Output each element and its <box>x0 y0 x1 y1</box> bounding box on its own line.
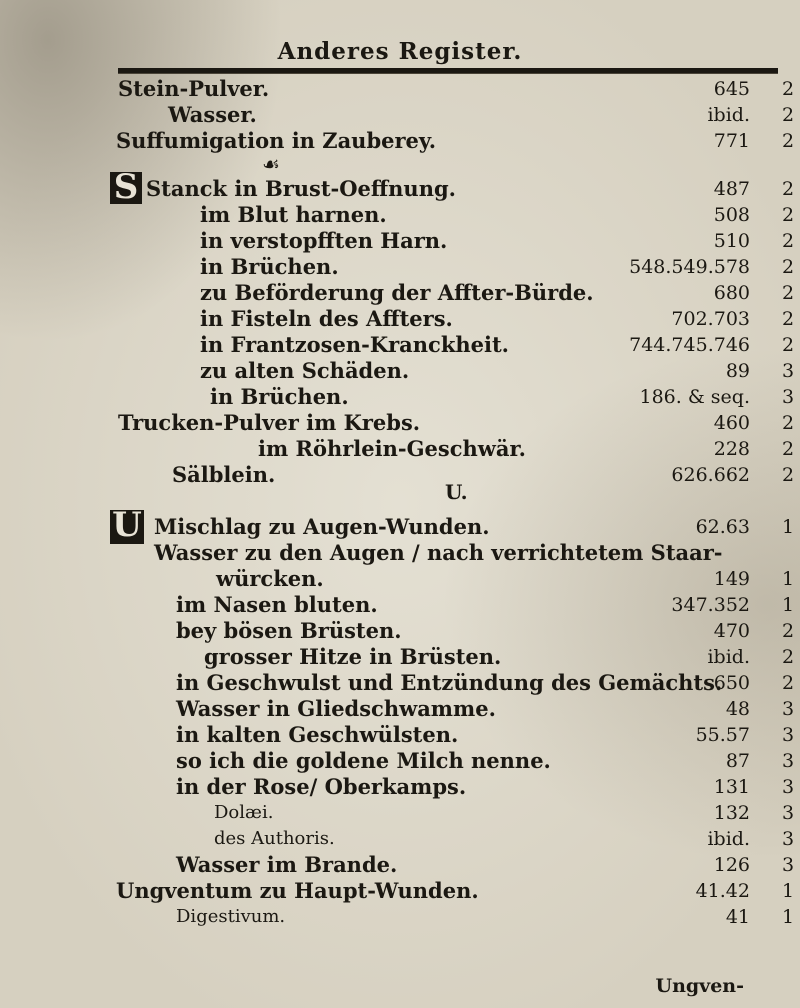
entry-pages: 508 <box>713 204 750 226</box>
index-entry <box>0 670 800 696</box>
entry-term: des Authoris. <box>214 828 335 849</box>
entry-column: 2 <box>781 178 795 200</box>
entry-column: 3 <box>781 698 795 720</box>
index-entry <box>0 592 800 618</box>
index-entry <box>0 644 800 670</box>
entry-column: 2 <box>781 104 795 126</box>
entry-column: 3 <box>781 802 795 824</box>
index-entry <box>0 202 800 228</box>
index-entry <box>0 878 800 904</box>
entry-pages: 771 <box>713 130 750 152</box>
entry-column: 1 <box>781 516 795 538</box>
index-entry <box>0 76 800 102</box>
entry-pages: 470 <box>713 620 750 642</box>
entry-column: 2 <box>781 334 795 356</box>
index-entry <box>0 254 800 280</box>
ornament-glyph: ☙ <box>262 152 280 176</box>
entry-pages: 55.57 <box>695 724 750 746</box>
index-entry <box>0 176 800 202</box>
index-entry <box>0 358 800 384</box>
index-entry <box>0 462 800 488</box>
index-entry <box>0 410 800 436</box>
entry-pages: 487 <box>713 178 750 200</box>
index-entry <box>0 696 800 722</box>
index-entry <box>0 566 800 592</box>
entry-term: zu Beförderung der Affter-Bürde. <box>200 280 594 305</box>
entry-term: in verstopfften Harn. <box>200 228 448 253</box>
entry-pages: 347.352 <box>671 594 750 616</box>
dropcap-U: U <box>110 510 144 544</box>
entry-pages: 510 <box>713 230 750 252</box>
entry-term: Ungventum zu Haupt-Wunden. <box>116 878 479 903</box>
entry-column: 2 <box>781 130 795 152</box>
entry-column: 2 <box>781 672 795 694</box>
entry-column: 3 <box>781 724 795 746</box>
index-entry <box>0 826 800 852</box>
header-rule <box>118 68 778 74</box>
entry-term: Trucken-Pulver im Krebs. <box>118 410 421 435</box>
entry-term: Sälblein. <box>172 462 276 487</box>
entry-pages: 41 <box>725 906 750 928</box>
index-entry <box>0 306 800 332</box>
entry-term: im Blut harnen. <box>200 202 387 227</box>
entry-column: 2 <box>781 282 795 304</box>
section-letter: U. <box>445 480 468 504</box>
entry-term: so ich die goldene Milch nenne. <box>176 748 551 773</box>
entry-column: 1 <box>781 906 795 928</box>
index-entry <box>0 800 800 826</box>
entry-term: in Fisteln des Affters. <box>200 306 453 331</box>
index-entry <box>0 904 800 930</box>
entry-pages: 680 <box>713 282 750 304</box>
entry-column: 2 <box>781 256 795 278</box>
index-entry <box>0 332 800 358</box>
entry-column: 2 <box>781 620 795 642</box>
entry-pages: ibid. <box>707 828 750 850</box>
entry-pages: 186. & seq. <box>639 386 750 408</box>
entry-pages: 702.703 <box>671 308 750 330</box>
entry-term: Wasser. <box>168 102 257 127</box>
index-entry <box>0 722 800 748</box>
entry-column: 3 <box>781 750 795 772</box>
entry-column: 2 <box>781 438 795 460</box>
entry-pages: 126 <box>713 854 750 876</box>
entry-pages: 645 <box>713 78 750 100</box>
index-entry <box>0 618 800 644</box>
entry-pages: ibid. <box>707 104 750 126</box>
entry-column: 3 <box>781 854 795 876</box>
catchword: Ungven- <box>655 975 744 997</box>
entry-term: Dolæi. <box>214 802 274 823</box>
entry-term: in Geschwulst und Entzündung des Gemächts. <box>176 670 723 695</box>
index-entry <box>0 748 800 774</box>
entry-column: 2 <box>781 412 795 434</box>
entry-term: Wasser im Brande. <box>176 852 398 877</box>
entry-term: in Brüchen. <box>200 254 339 279</box>
entry-term: grosser Hitze in Brüsten. <box>204 644 502 669</box>
entry-term: Mischlag zu Augen-Wunden. <box>154 514 490 539</box>
entry-pages: 89 <box>725 360 750 382</box>
entry-pages: 62.63 <box>695 516 750 538</box>
entry-pages: ibid. <box>707 646 750 668</box>
entry-term: Stein-Pulver. <box>118 76 270 101</box>
entry-column: 1 <box>781 568 795 590</box>
dropcap-S: S <box>110 172 142 204</box>
entry-term: im Röhrlein-Geschwär. <box>258 436 526 461</box>
entry-term: Wasser in Gliedschwamme. <box>176 696 496 721</box>
entry-term: Suffumigation in Zauberey. <box>116 128 437 153</box>
entry-pages: 41.42 <box>695 880 750 902</box>
entry-column: 2 <box>781 464 795 486</box>
entry-pages: 87 <box>725 750 750 772</box>
entry-column: 2 <box>781 308 795 330</box>
entry-column: 3 <box>781 776 795 798</box>
entry-pages: 48 <box>725 698 750 720</box>
page-header: Anderes Register. <box>277 38 523 65</box>
entry-column: 3 <box>781 360 795 382</box>
entry-pages: 744.745.746 <box>629 334 750 356</box>
entry-term: bey bösen Brüsten. <box>176 618 402 643</box>
entry-column: 1 <box>781 880 795 902</box>
entry-pages: 149 <box>713 568 750 590</box>
entry-term: in Brüchen. <box>210 384 349 409</box>
entry-term: in Frantzosen-Kranckheit. <box>200 332 509 357</box>
index-entry <box>0 436 800 462</box>
index-entry <box>0 514 800 540</box>
entry-column: 2 <box>781 204 795 226</box>
entry-term: zu alten Schäden. <box>200 358 410 383</box>
index-entry <box>0 128 800 154</box>
entry-term: in kalten Geschwülsten. <box>176 722 459 747</box>
index-entry <box>0 540 800 566</box>
index-entry <box>0 384 800 410</box>
entry-term: Digestivum. <box>176 906 286 927</box>
entry-term: Stanck in Brust-Oeffnung. <box>146 176 456 201</box>
entry-term: in der Rose/ Oberkamps. <box>176 774 467 799</box>
index-entry <box>0 852 800 878</box>
entry-term: Wasser zu den Augen / nach verrichtetem Staar- <box>154 540 723 565</box>
index-entry <box>0 228 800 254</box>
entry-column: 2 <box>781 646 795 668</box>
entry-pages: 460 <box>713 412 750 434</box>
entry-pages: 131 <box>713 776 750 798</box>
index-entry <box>0 774 800 800</box>
entry-column: 2 <box>781 78 795 100</box>
entry-column: 1 <box>781 594 795 616</box>
entry-term: im Nasen bluten. <box>176 592 378 617</box>
index-entry <box>0 102 800 128</box>
entry-pages: 626.662 <box>671 464 750 486</box>
entry-column: 3 <box>781 386 795 408</box>
entry-column: 3 <box>781 828 795 850</box>
entry-pages: 228 <box>713 438 750 460</box>
entry-column: 2 <box>781 230 795 252</box>
index-entry <box>0 280 800 306</box>
entry-pages: 548.549.578 <box>629 256 750 278</box>
entry-term: würcken. <box>216 566 324 591</box>
entry-pages: 650 <box>713 672 750 694</box>
entry-pages: 132 <box>713 802 750 824</box>
